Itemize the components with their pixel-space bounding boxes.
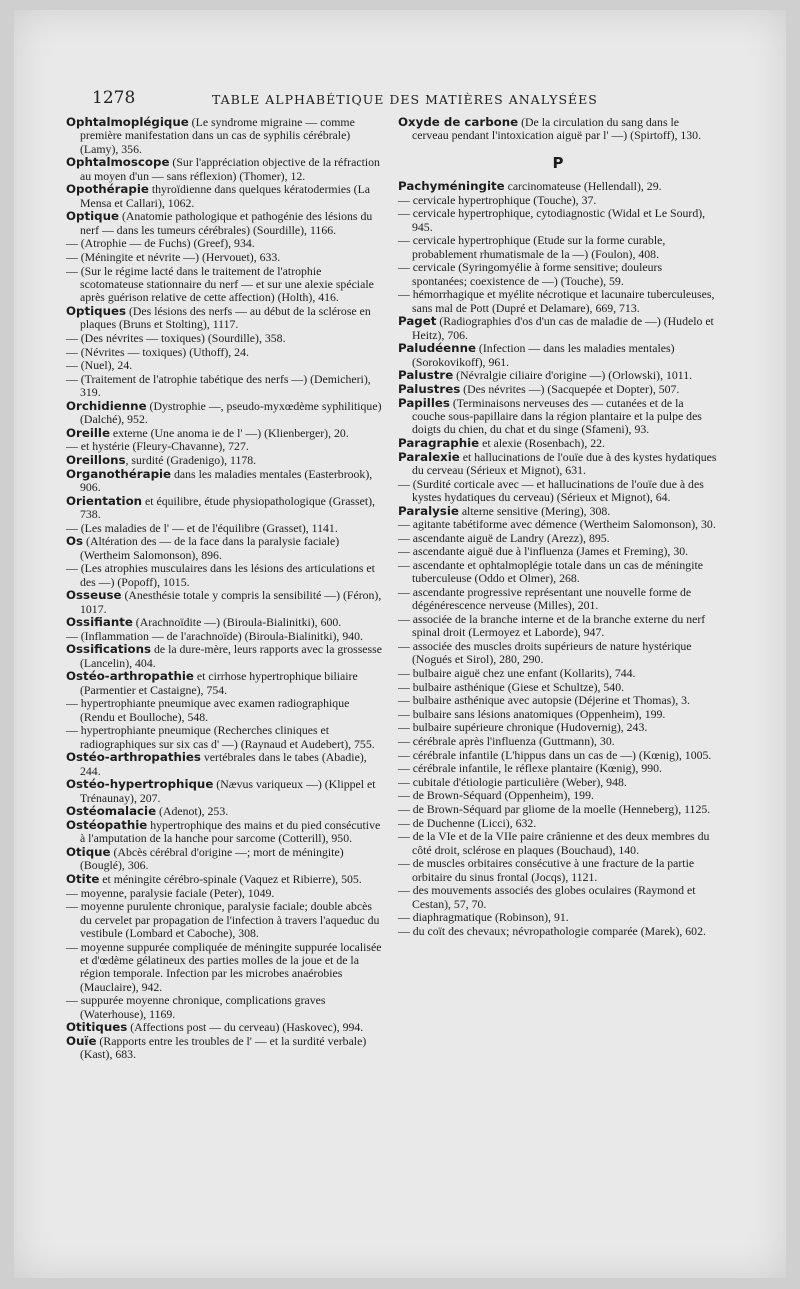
entry-text: (Infection — dans les maladies mentales) (Sorokovikoff), 961.: [412, 341, 675, 369]
index-entry: [66, 819, 384, 846]
index-entry: [398, 721, 718, 734]
entry-text: — ascendante et ophtalmoplégie totale dans un cas de méningite tuberculeuse (Oddo et Olmer), 268.: [398, 557, 703, 586]
index-entry: [66, 535, 384, 562]
entry-headword: Opothérapie: [66, 182, 149, 197]
entry-text: hypertrophique des mains et du pied consécutive à l'amputation de la hanche pour sarcome (Cotterill), 950.: [80, 817, 381, 846]
entry-text: — cervicale hypertrophique, cytodiagnostic (Widal et Le Sourd), 945.: [398, 206, 706, 234]
entry-headword: Pachyméningite: [398, 179, 505, 194]
entry-text: — hypertrophiante pneumique (Recherches cliniques et radiographiques sur six cas d' —) (Raynaud et Audebert), 755.: [66, 723, 375, 751]
index-entry: [398, 857, 718, 884]
entry-text: — du coït des chevaux; névropathologie comparée (Marek), 602.: [398, 923, 706, 938]
entry-headword: Ostéomalacie: [66, 804, 157, 819]
entry-text: — moyenne suppurée compliquée de méningite suppurée localisée et d'œdème gélatineux des parties molles de la joue et de la région temporale. Infection par les microbes anaérobies (Mauclaire), 942.: [66, 939, 382, 994]
entry-headword: Optique: [66, 209, 119, 224]
entry-headword: Orientation: [66, 493, 143, 508]
index-entry: [66, 724, 384, 751]
entry-text: de la dure-mère, leurs rapports avec la grossesse (Lancelin), 404.: [80, 642, 382, 670]
index-entry: [398, 817, 718, 830]
entry-text: (Dystrophie —, pseudo-myxœdème syphilitique) (Dalché), 952.: [80, 398, 382, 427]
index-entry: [398, 505, 718, 518]
entry-text: (Arachnoïdite —) (Biroula-Bialinitki), 600.: [132, 615, 342, 630]
entry-text: — cervicale hypertrophique (Touche), 37.: [398, 192, 597, 207]
index-entry: [66, 643, 384, 670]
entry-headword: Paralexie: [398, 449, 460, 464]
index-entry: [398, 397, 718, 437]
entry-headword: Ophtalmoscope: [66, 155, 170, 170]
index-entry: [66, 616, 384, 629]
section-letter: P: [552, 153, 564, 172]
entry-headword: Ossifications: [66, 642, 152, 657]
entry-text: et alexie (Rosenbach), 22.: [479, 436, 605, 450]
index-entry: [398, 194, 718, 207]
entry-text: — (Méningite et névrite —) (Hervouet), 633.: [66, 250, 281, 264]
index-entry: [398, 735, 718, 748]
index-column-right-top: [398, 116, 718, 143]
entry-headword: Osseuse: [66, 588, 122, 603]
index-entry: [398, 116, 718, 143]
entry-headword: Paragraphie: [398, 436, 480, 450]
entry-text: — et hystérie (Fleury-Chavanne), 727.: [66, 439, 249, 454]
entry-text: — diaphragmatique (Robinson), 91.: [398, 910, 569, 925]
entry-text: — hémorrhagique et myélite nécrotique et lacunaire tuberculeuses, sans mal de Pott (Dupré et Delamare), 669, 713.: [398, 287, 715, 315]
index-entry: [66, 346, 384, 359]
index-entry: [398, 749, 718, 762]
index-entry: [398, 708, 718, 721]
index-entry: [66, 210, 384, 237]
entry-text: et cirrhose hypertrophique biliaire (Parmentier et Castaigne), 754.: [80, 669, 358, 697]
index-entry: [398, 437, 718, 450]
entry-text: (Adenot), 253.: [156, 804, 229, 819]
entry-text: — de Brown-Séquard (Oppenheim), 199.: [398, 788, 594, 803]
index-entry: [398, 776, 718, 789]
entry-text: (Le syndrome migraine — comme première manifestation dans un cas de syphilis cérébrale) (Lamy), 356.: [80, 115, 355, 156]
entry-text: (Nævus variqueux —) (Klippel et Trénaunay), 207.: [80, 777, 376, 805]
index-column-right: [398, 116, 718, 938]
index-entry: [398, 451, 718, 478]
index-entry: [398, 369, 718, 382]
page-header: [92, 88, 732, 112]
entry-text: — (Les maladies de l' — et de l'équilibre (Grasset), 1141.: [66, 520, 338, 535]
entry-text: — bulbaire sans lésions anatomiques (Oppenheim), 199.: [398, 706, 666, 721]
index-entry: [398, 911, 718, 924]
entry-headword: Otitiques: [66, 1020, 128, 1035]
index-entry: [66, 1035, 384, 1062]
entry-text: externe (Une anoma ie de l' —) (Klienberger), 20.: [109, 425, 349, 440]
entry-headword: Orchidienne: [66, 398, 147, 413]
entry-text: — de muscles orbitaires consécutive à une fracture de la partie orbitaire du sinus frontal (Jocqs), 1121.: [398, 856, 695, 884]
index-entry: [66, 697, 384, 724]
index-entry: [398, 613, 718, 640]
entry-text: et méningite cérébro-spinale (Vaquez et Ribierre), 505.: [99, 871, 362, 886]
entry-text: — hypertrophiante pneumique avec examen radiographique (Rendu et Boulloche), 548.: [66, 696, 350, 724]
entry-text: — bulbaire asthénique (Giese et Schultze), 540.: [398, 679, 625, 694]
entry-headword: Ostéo-arthropathies: [66, 750, 201, 765]
index-entry: [398, 640, 718, 667]
index-entry: [398, 315, 718, 342]
entry-text: , surdité (Gradenigo), 1178.: [125, 452, 257, 467]
entry-text: carcinomateuse (Hellendall), 29.: [504, 179, 662, 194]
entry-headword: Otique: [66, 844, 111, 859]
index-entry: [398, 884, 718, 911]
index-entry: [66, 846, 384, 873]
index-column-right-main: [398, 180, 718, 938]
entry-text: (Anesthésie totale y compris la sensibilité —) (Féron), 1017.: [80, 588, 382, 616]
entry-text: — (Nuel), 24.: [66, 358, 133, 373]
entry-text: (Rapports entre les troubles de l' — et la surdité verbale) (Kast), 683.: [80, 1033, 367, 1062]
entry-headword: Ossifiante: [66, 615, 133, 630]
index-entry: [398, 261, 718, 288]
entry-text: — (Les atrophies musculaires dans les lésions des articulations et des —) (Popoff), 1015.: [66, 561, 375, 589]
index-entry: [66, 900, 384, 940]
entry-text: — (Névrites — toxiques) (Uthoff), 24.: [66, 344, 249, 359]
entry-headword: Oxyde de carbone: [398, 115, 519, 129]
entry-text: — moyenne, paralysie faciale (Peter), 1049.: [66, 885, 275, 900]
entry-headword: Ostéo-hypertrophique: [66, 777, 214, 792]
entry-text: — de la VIe et de la VIIe paire crânienne et des deux membres du côté droit, sclérose en plaques (Bouchaud), 140.: [398, 829, 710, 857]
entry-text: — (Atrophie — de Fuchs) (Greef), 934.: [66, 236, 255, 251]
entry-text: — (Des névrites — toxiques) (Sourdille), 358.: [66, 331, 286, 345]
entry-text: — cérébrale infantile (L'hippus dans un cas de —) (Kœnig), 1005.: [398, 747, 712, 762]
index-entry: [66, 495, 384, 522]
entry-text: alterne sensitive (Mering), 308.: [458, 503, 611, 518]
entry-headword: Organothérapie: [66, 466, 172, 481]
entry-text: — moyenne purulente chronique, paralysie faciale; double abcès du cervelet par propagation de l'infection à travers l'aqueduc du vestibule (Lombard et Caboche), 308.: [66, 899, 380, 940]
entry-text: — (Inflammation — de l'arachnoïde) (Biroula-Bialinitki), 940.: [66, 628, 363, 643]
index-column-left: [66, 116, 384, 1062]
index-entry: [398, 803, 718, 816]
entry-headword: Otite: [66, 871, 100, 886]
entry-text: (Affections post — du cerveau) (Haskovec), 994.: [127, 1020, 364, 1035]
index-entry: [66, 305, 384, 332]
entry-text: — bulbaire asthénique avec autopsie (Déjerine et Thomas), 3.: [398, 693, 690, 708]
entry-headword: Ostéo-arthropathie: [66, 669, 194, 684]
entry-text: — des mouvements associés des globes oculaires (Raymond et Cestan), 57, 70.: [398, 883, 696, 911]
index-entry: [66, 941, 384, 995]
entry-text: — associée des muscles droits supérieurs de nature hystérique (Nogués et Sirol), 280, 290.: [398, 638, 692, 667]
entry-text: — cervicale hypertrophique (Etude sur la forme curable, probablement rhumatismale de la —) (Foulon), 408.: [398, 233, 666, 261]
entry-headword: Paget: [398, 314, 437, 329]
entry-text: (Des névrites —) (Sacquepée et Dopter), 507.: [460, 382, 680, 396]
page-number: 1278: [92, 88, 136, 108]
entry-text: (De la circulation du sang dans le cerveau pendant l'intoxication aiguë par l' —) (Spirtoff), 130.: [412, 115, 702, 143]
entry-text: (Altération des — de la face dans la paralysie faciale) (Wertheim Salomonson), 896.: [80, 534, 340, 562]
entry-text: — ascendante aiguë de Landry (Arezz), 895.: [398, 530, 610, 545]
index-entry: [66, 156, 384, 183]
index-entry: [66, 994, 384, 1021]
entry-text: thyroïdienne dans quelques kératodermies (La Mensa et Callari), 1062.: [80, 182, 371, 210]
index-entry: [398, 180, 718, 193]
index-entry: [66, 359, 384, 372]
entry-headword: Ophtalmoplégique: [66, 115, 189, 129]
index-entry: [66, 332, 384, 345]
entry-text: vertébrales dans le tabes (Abadie), 244.: [80, 750, 367, 778]
entry-text: — bulbaire aiguë chez une enfant (Kollarits), 744.: [398, 665, 636, 680]
index-entry: [66, 562, 384, 589]
entry-text: — cérébrale infantile, le réflexe plantaire (Kœnig), 990.: [398, 761, 662, 776]
index-entry: [398, 559, 718, 586]
index-entry: [398, 762, 718, 775]
index-entry: [398, 925, 718, 938]
index-entry: [398, 478, 718, 505]
index-entry: [66, 1021, 384, 1034]
entry-headword: Palustres: [398, 382, 461, 396]
index-entry: [66, 373, 384, 400]
index-entry: [66, 887, 384, 900]
entry-text: (Abcès cérébral d'origine —; mort de méningite) (Bouglé), 306.: [80, 844, 344, 873]
index-entry: [66, 751, 384, 778]
entry-text: (Névralgie ciliaire d'origine —) (Orlowski), 1011.: [453, 368, 693, 383]
entry-text: — cérébrale après l'influenza (Guttmann), 30.: [398, 733, 615, 748]
entry-text: — de Duchenne (Licci), 632.: [398, 815, 537, 830]
index-entry: [398, 789, 718, 802]
index-entry: [66, 778, 384, 805]
index-entry: [66, 454, 384, 467]
entry-text: — (Surdité corticale avec — et hallucinations de l'ouïe due à des kystes hydatiques du cerveau) (Sérieux et Mignot), 64.: [398, 476, 704, 504]
entry-headword: Paludéenne: [398, 341, 476, 356]
index-entry: [398, 518, 718, 531]
entry-headword: Oreillons: [66, 452, 126, 467]
index-entry: [398, 234, 718, 261]
index-entry: [66, 630, 384, 643]
index-entry: [398, 383, 718, 396]
entry-text: — agitante tabétiforme avec démence (Wertheim Salomonson), 30.: [398, 517, 716, 532]
running-title: TABLE ALPHABÉTIQUE DES MATIÈRES ANALYSÉES: [212, 92, 598, 107]
entry-text: — (Traitement de l'atrophie tabétique des nerfs —) (Demicheri), 319.: [66, 371, 371, 400]
index-entry: [66, 265, 384, 305]
index-entry: [66, 468, 384, 495]
entry-text: — (Sur le régime lacté dans le traitement de l'atrophie scotomateuse stationnaire du nerf — et sur une alexie spéciale après guérison relative de cette affection) (Holth), 416.: [66, 263, 374, 305]
index-entry: [66, 237, 384, 250]
entry-text: — ascendante progressive représentant une nouvelle forme de dégénérescence nerveuse (Milles), 201.: [398, 584, 692, 613]
index-entry: [66, 670, 384, 697]
entry-text: dans les maladies mentales (Easterbrook), 906.: [80, 466, 373, 494]
index-entry: [66, 183, 384, 210]
entry-text: — cervicale (Syringomyélie à forme sensitive; douleurs spontanées; coexistence de —) (Touche), 59.: [398, 260, 663, 288]
entry-text: — cubitale d'étiologie particulière (Weber), 948.: [398, 774, 627, 789]
entry-text: (Terminaisons nerveuses des — cutanées et de la couche sous-papillaire dans la région plantaire et la pulpe des doigts du chien, du chat et du singe (Sfameni), 93.: [412, 395, 702, 437]
entry-text: — suppurée moyenne chronique, complications graves (Waterhouse), 1169.: [66, 993, 326, 1021]
entry-headword: Ostéopathie: [66, 817, 148, 832]
entry-text: — ascendante aiguë due à l'influenza (James et Freming), 30.: [398, 544, 689, 559]
entry-text: (Des lésions des nerfs — au début de la sclérose en plaques (Bruns et Stolting), 1117.: [80, 304, 371, 332]
entry-text: et équilibre, étude physiopathologique (Grasset), 738.: [80, 493, 376, 521]
entry-headword: Os: [66, 534, 84, 549]
entry-text: (Anatomie pathologique et pathogénie des lésions du nerf — dans les tumeurs cérébrales) (Sourdille), 1166.: [80, 209, 373, 237]
index-entry: [398, 667, 718, 680]
index-entry: [398, 342, 718, 369]
index-entry: [398, 586, 718, 613]
index-entry: [398, 681, 718, 694]
index-entry: [66, 427, 384, 440]
index-entry: [398, 830, 718, 857]
entry-text: et hallucinations de l'ouïe due à des kystes hydatiques du cerveau (Sérieux et Mignot), 631.: [412, 449, 717, 477]
index-entry: [66, 251, 384, 264]
index-entry: [66, 522, 384, 535]
index-entry: [398, 694, 718, 707]
index-entry: [398, 207, 718, 234]
index-entry: [398, 288, 718, 315]
entry-text: (Sur l'appréciation objective de la réfraction au moyen d'un — sans réflexion) (Thomer), 12.: [80, 155, 380, 183]
entry-headword: Paralysie: [398, 503, 459, 518]
index-entry: [66, 400, 384, 427]
entry-headword: Oreille: [66, 425, 110, 440]
index-entry: [66, 873, 384, 886]
index-entry: [398, 532, 718, 545]
entry-headword: Palustre: [398, 368, 454, 383]
entry-text: (Radiographies d'os d'un cas de maladie de —) (Hudelo et Heitz), 706.: [412, 314, 714, 342]
index-entry: [66, 440, 384, 453]
index-entry: [66, 589, 384, 616]
index-entry: [66, 116, 384, 156]
entry-headword: Papilles: [398, 395, 450, 410]
entry-headword: Optiques: [66, 304, 127, 318]
entry-text: — associée de la branche interne et de la branche externe du nerf spinal droit (Lermoyez et Laborde), 947.: [398, 611, 706, 640]
entry-text: — bulbaire supérieure chronique (Hudovernig), 243.: [398, 720, 648, 735]
index-entry: [398, 545, 718, 558]
index-entry: [66, 805, 384, 818]
entry-headword: Ouïe: [66, 1033, 97, 1048]
entry-text: — de Brown-Séquard par gliome de la moelle (Henneberg), 1125.: [398, 801, 711, 816]
